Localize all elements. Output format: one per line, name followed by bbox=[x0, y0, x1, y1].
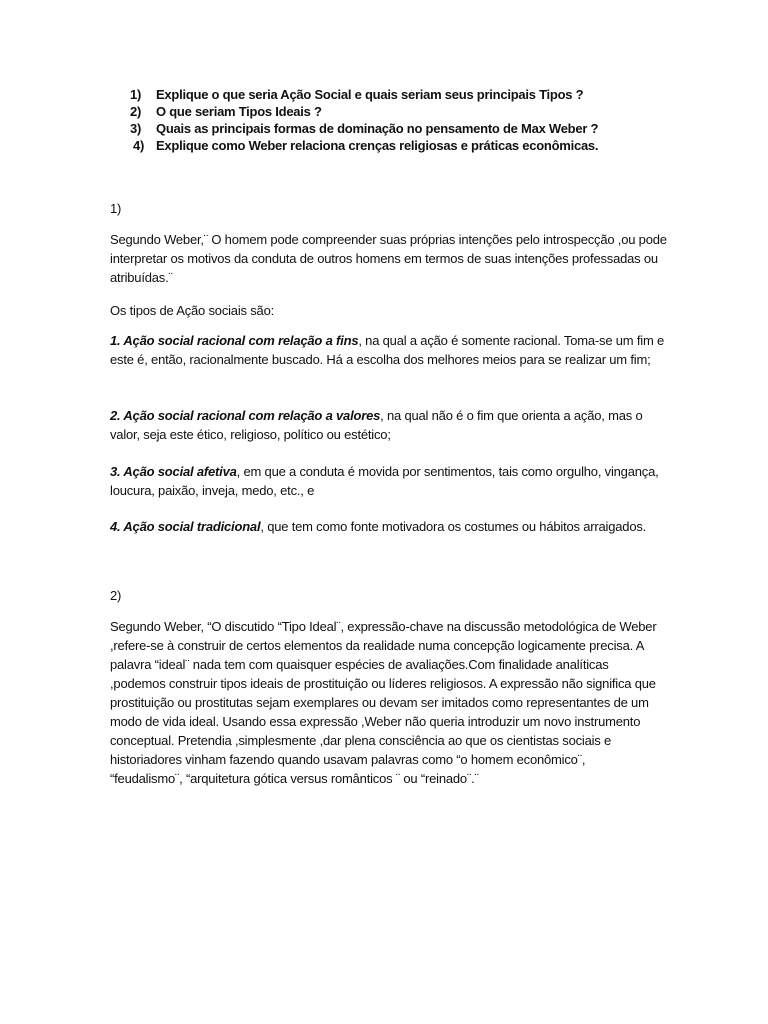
action-type-text: , em que a conduta é movida por sentimentos, tais como orgulho, vingança, loucura, paixão, inveja, medo, etc., e bbox=[110, 464, 659, 498]
question-item bbox=[130, 120, 650, 137]
question-text: Explique o que seria Ação Social e quais seriam seus principais Tipos ? bbox=[156, 87, 584, 102]
action-type-4 bbox=[110, 517, 690, 536]
question-list bbox=[130, 86, 650, 154]
question-item bbox=[130, 103, 650, 120]
question-item bbox=[130, 86, 650, 103]
action-type-1 bbox=[110, 331, 670, 369]
question-number: 1) bbox=[130, 87, 142, 102]
question-text: O que seriam Tipos Ideais ? bbox=[156, 104, 322, 119]
answer-2-heading: 2) bbox=[110, 588, 122, 603]
question-text: Quais as principais formas de dominação no pensamento de Max Weber ? bbox=[156, 121, 599, 136]
action-type-label: 2. Ação social racional com relação a valores bbox=[110, 408, 381, 423]
action-type-label: 4. Ação social tradicional bbox=[110, 519, 261, 534]
action-type-3 bbox=[110, 462, 670, 500]
action-type-text: , na qual não é o fim que orienta a ação, mas o valor, seja este ético, religioso, político ou estético; bbox=[110, 408, 643, 442]
action-type-2 bbox=[110, 406, 670, 444]
question-number: 4) bbox=[133, 138, 145, 153]
question-item bbox=[130, 137, 650, 154]
action-type-text: , na qual a ação é somente racional. Toma-se um fim e este é, então, racionalmente buscado. Há a escolha dos melhores meios para se realizar um fim; bbox=[110, 333, 665, 367]
answer-1-intro: Segundo Weber,¨ O homem pode compreender suas próprias intenções pelo introspecção ,ou pode interpretar os motivos da conduta de outros homens em termos de suas intenções professadas ou atribuídas.¨ bbox=[110, 232, 667, 285]
action-type-label: 1. Ação social racional com relação a fins bbox=[110, 333, 359, 348]
question-number: 3) bbox=[130, 121, 142, 136]
answer-2-text: Segundo Weber, “O discutido “Tipo Ideal¨, expressão-chave na discussão metodológica de Weber ,refere-se à construir de certos elementos da realidade numa concepção logicamente precisa. A palavra “ideal¨ nada tem com quaisquer espécies de avaliações.Com finalidade analíticas ,podemos construir tipos ideais de prostituição ou líderes religiosos. A expressão não significa que prostituição ou prostitutas sejam exemplares ou devam ser imitados como representantes de um modo de vida ideal. Usando essa expressão ,Weber não queria introduzir um novo instrumento conceptual. Pretendia ,simplesmente ,dar plena consciência ao que os cientistas sociais e historiadores vinham fazendo quando usavam palavras como “o homem econômico¨, “feudalismo¨, “arquitetura gótica versus românticos ¨ ou “reinado¨.¨ bbox=[110, 619, 657, 786]
types-intro: Os tipos de Ação sociais são: bbox=[110, 303, 275, 318]
action-type-text: , que tem como fonte motivadora os costumes ou hábitos arraigados. bbox=[260, 519, 647, 534]
question-number: 2) bbox=[130, 104, 142, 119]
action-type-label: 3. Ação social afetiva bbox=[110, 464, 237, 479]
question-text: Explique como Weber relaciona crenças religiosas e práticas econômicas. bbox=[156, 138, 599, 153]
answer-1-heading: 1) bbox=[110, 201, 122, 216]
